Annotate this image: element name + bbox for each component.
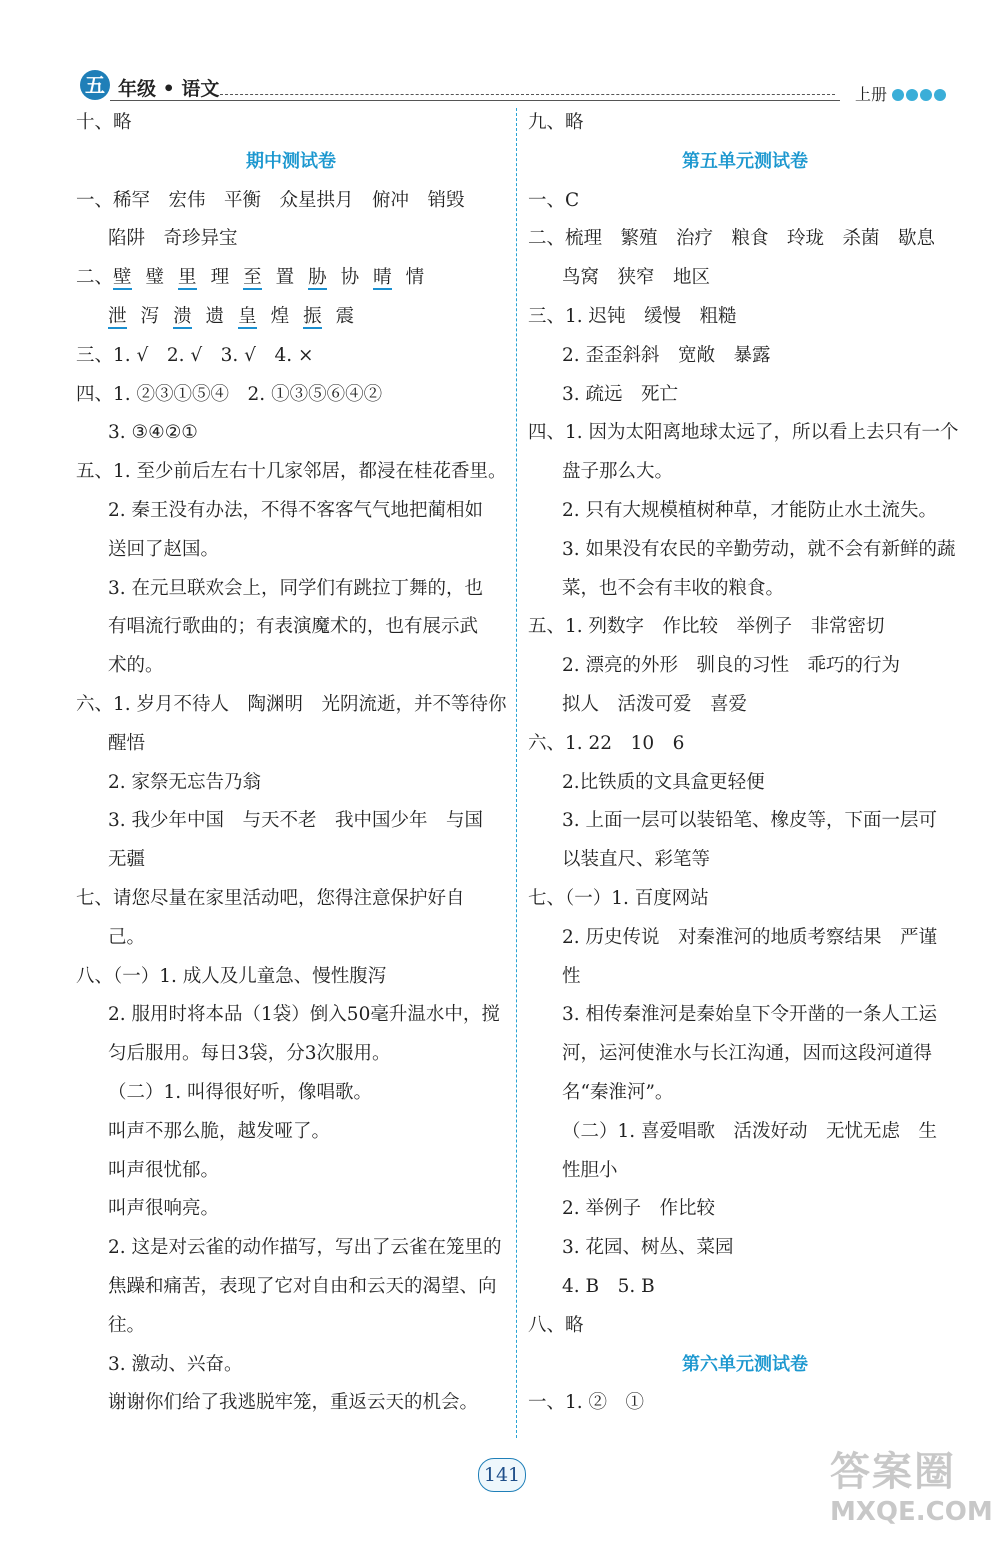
item-number: 二、 (76, 267, 114, 289)
section-title: 第五单元测试卷 (682, 150, 808, 172)
answer-line: 2. 秦王没有办法，不得不客客气气地把蔺相如 (108, 499, 484, 521)
answer-line: 3. 上面一层可以装铅笔、橡皮等，下面一层可 (562, 810, 938, 832)
left-column (76, 104, 506, 1423)
char: 置 (275, 267, 295, 289)
answer-line: 一、稀罕 宏伟 平衡 众星拱月 俯冲 销毁 (76, 189, 465, 211)
char: 璧 (145, 267, 165, 289)
answer-line: 九、略 (528, 112, 584, 133)
answer-line: 八、（一）1. 成人及儿童急、慢性腹泻 (76, 965, 387, 987)
answer-line: 四、1. 因为太阳离地球太远了，所以看上去只有一个 (528, 422, 959, 444)
answer-line: 鸟窝 狭窄 地区 (562, 267, 711, 289)
answer-line-underlined (76, 259, 506, 298)
answer-line: 2. 只有大规模植树种草，才能防止水土流失。 (562, 499, 938, 521)
char: 情 (405, 267, 425, 289)
underlined-char: 泄 (108, 305, 127, 327)
answer-line: （二）1. 叫得很好听，像唱歌。 (108, 1081, 373, 1103)
answer-line: 六、1. 岁月不待人 陶渊明 光阴流逝，并不等待你 (76, 693, 507, 715)
answer-line: 一、1. ② ① (528, 1392, 645, 1414)
answer-line: 送回了赵国。 (108, 538, 220, 560)
char: 理 (210, 267, 230, 289)
section-title: 第六单元测试卷 (682, 1353, 808, 1375)
answer-line: 3. 疏远 死亡 (562, 383, 679, 405)
answer-line: 三、1. 迟钝 缓慢 粗糙 (528, 305, 737, 327)
underlined-char: 壁 (113, 267, 132, 289)
watermark-bottom: MXQE.COM (830, 1497, 993, 1527)
answer-line: 性 (562, 965, 581, 987)
circles-decoration-icon (892, 86, 948, 105)
answer-line: 3. 我少年中国 与天不老 我中国少年 与国 (108, 810, 484, 832)
watermark-top: 答案圈 (830, 1449, 956, 1495)
right-column (528, 104, 962, 1423)
answer-line: 谢谢你们给了我逃脱牢笼，重返云天的机会。 (108, 1392, 479, 1414)
answer-line: （二）1. 喜爱唱歌 活泼好动 无忧无虑 生 (562, 1120, 938, 1142)
page-number: 141 (478, 1458, 526, 1492)
answer-line: 叫声很忧郁。 (108, 1159, 220, 1181)
answer-line: 有唱流行歌曲的；有表演魔术的，也有展示武 (108, 616, 479, 638)
header-dashed-line (220, 94, 835, 95)
char: 煌 (270, 305, 290, 327)
answer-line: 焦躁和痛苦，表现了它对自由和云天的渴望、向 (108, 1275, 497, 1297)
underlined-char: 里 (178, 267, 197, 289)
answer-line: 3. 花园、树丛、菜园 (562, 1237, 734, 1259)
answer-line: 十、略 (76, 112, 132, 133)
answer-line: 往。 (108, 1314, 146, 1336)
answer-line: 二、梳理 繁殖 治疗 粮食 玲珑 杀菌 歇息 (528, 228, 936, 250)
answer-line: 2. 歪歪斜斜 宽敞 暴露 (562, 344, 771, 366)
answer-line: 2. 家祭无忘告乃翁 (108, 771, 262, 793)
answer-line: 3. 相传秦淮河是秦始皇下令开凿的一条人工运 (562, 1004, 938, 1026)
char: 震 (335, 305, 355, 327)
answer-line: 拟人 活泼可爱 喜爱 (562, 693, 748, 715)
answer-line: 以装直尺、彩笔等 (562, 849, 711, 871)
underlined-char: 胁 (308, 267, 327, 289)
answer-line: 3. 激动、兴奋。 (108, 1353, 243, 1375)
char: 遗 (205, 305, 225, 327)
answer-line: 七、（一）1. 百度网站 (528, 887, 709, 909)
answer-line: 叫声很响亮。 (108, 1198, 220, 1220)
answer-line: 八、略 (528, 1314, 584, 1336)
grade-badge: 五 (80, 70, 110, 100)
underlined-char: 晴 (373, 267, 392, 289)
answer-line: 2. 这是对云雀的动作描写，写出了云雀在笼里的 (108, 1237, 502, 1259)
answer-line: 六、1. 22 10 6 (528, 732, 685, 754)
answer-line: 4. B 5. B (562, 1275, 655, 1297)
answer-line: 2. 举例子 作比较 (562, 1198, 716, 1220)
answer-line: 叫声不那么脆，越发哑了。 (108, 1120, 331, 1142)
answer-line: 一、C (528, 189, 580, 211)
answer-line: 3. 在元旦联欢会上，同学们有跳拉丁舞的，也 (108, 577, 484, 599)
column-divider (516, 108, 517, 1438)
answer-line: 陷阱 奇珍异宝 (108, 228, 238, 250)
char: 泻 (140, 305, 160, 327)
answer-line: 2. 历史传说 对秦淮河的地质考察结果 严谨 (562, 926, 938, 948)
answer-line: 3. 如果没有农民的辛勤劳动，就不会有新鲜的蔬 (562, 538, 956, 560)
answer-line: 2.比铁质的文具盒更轻便 (562, 771, 765, 793)
answer-line: 名“秦淮河”。 (562, 1081, 674, 1103)
answer-line: 三、1. √ 2. √ 3. √ 4. × (76, 344, 314, 366)
underlined-char: 至 (243, 267, 262, 289)
answer-line: 五、1. 至少前后左右十几家邻居，都浸在桂花香里。 (76, 461, 507, 483)
answer-line: 性胆小 (562, 1159, 618, 1181)
answer-line: 五、1. 列数字 作比较 举例子 非常密切 (528, 616, 885, 638)
underlined-char: 溃 (173, 305, 192, 327)
volume-label: 上册 (855, 85, 888, 104)
watermark-logo (830, 1440, 993, 1535)
answer-line: 七、请您尽量在家里活动吧，您得注意保护好自 (76, 887, 465, 909)
header-rule (110, 100, 840, 101)
answer-line: 术的。 (108, 655, 164, 677)
answer-line: 2. 漂亮的外形 驯良的习性 乖巧的行为 (562, 655, 901, 677)
answer-line: 无疆 (108, 849, 146, 871)
underlined-char: 振 (303, 305, 322, 327)
answer-line: 河，运河使淮水与长江沟通，因而这段河道得 (562, 1043, 933, 1065)
answer-line: 己。 (108, 926, 146, 948)
grade-subject-label: 年级 • 语文 (118, 78, 220, 100)
char: 协 (340, 267, 360, 289)
page-header (0, 0, 1000, 110)
answer-line: 3. ③④②① (108, 422, 198, 444)
section-title: 期中测试卷 (246, 150, 336, 172)
answer-line: 2. 服用时将本品（1袋）倒入50毫升温水中，搅 (108, 1004, 500, 1026)
answer-line: 四、1. ②③①⑤④ 2. ①③⑤⑥④② (76, 383, 383, 405)
underlined-char: 皇 (238, 305, 257, 327)
answer-line: 盘子那么大。 (562, 461, 674, 483)
answer-line: 菜，也不会有丰收的粮食。 (562, 577, 785, 599)
answer-line-underlined (76, 298, 506, 337)
answer-line: 匀后服用。每日3袋，分3次服用。 (108, 1043, 391, 1065)
answer-line: 醒悟 (108, 732, 146, 754)
